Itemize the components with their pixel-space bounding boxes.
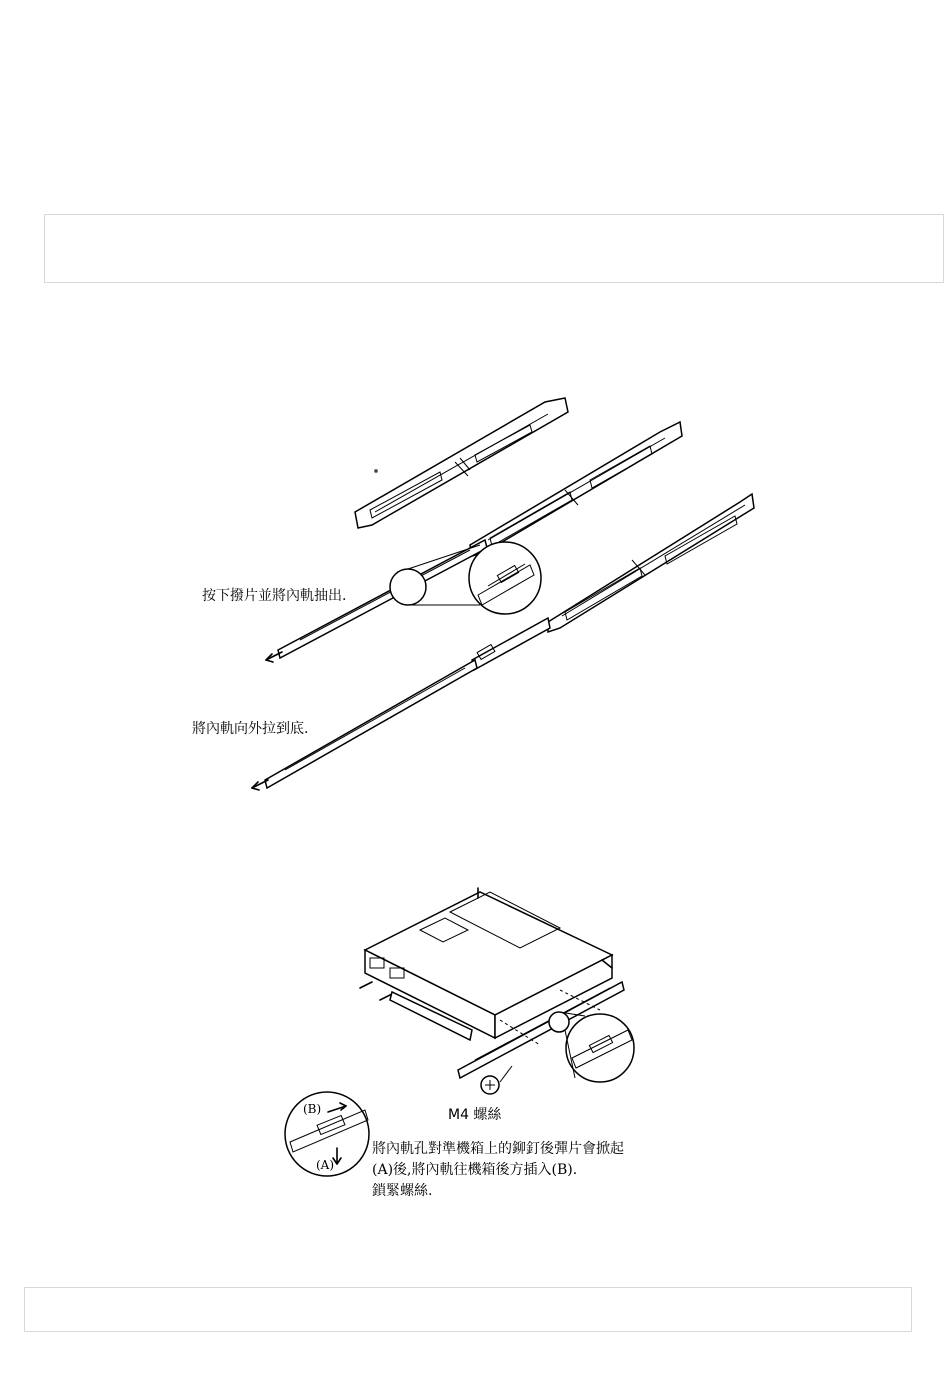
label-pull-inner-rail: 將內軌向外拉到底. (192, 721, 309, 737)
callout-label-a: (A) (316, 1158, 335, 1172)
instruction-line-1: 將內軌孔對準機箱上的鉚釘後彈片會掀起 (372, 1141, 624, 1157)
magnifier-rivet (549, 1012, 634, 1082)
screw-label: M4 螺絲 (448, 1107, 502, 1123)
instruction-line-3: 鎖緊螺絲. (372, 1183, 433, 1199)
instruction-line-2: (A)後,將內軌往機箱後方插入(B). (372, 1162, 578, 1178)
callout-label-b: (B) (303, 1102, 322, 1116)
label-release-inner-rail: 按下撥片並將內軌抽出. (202, 588, 347, 604)
